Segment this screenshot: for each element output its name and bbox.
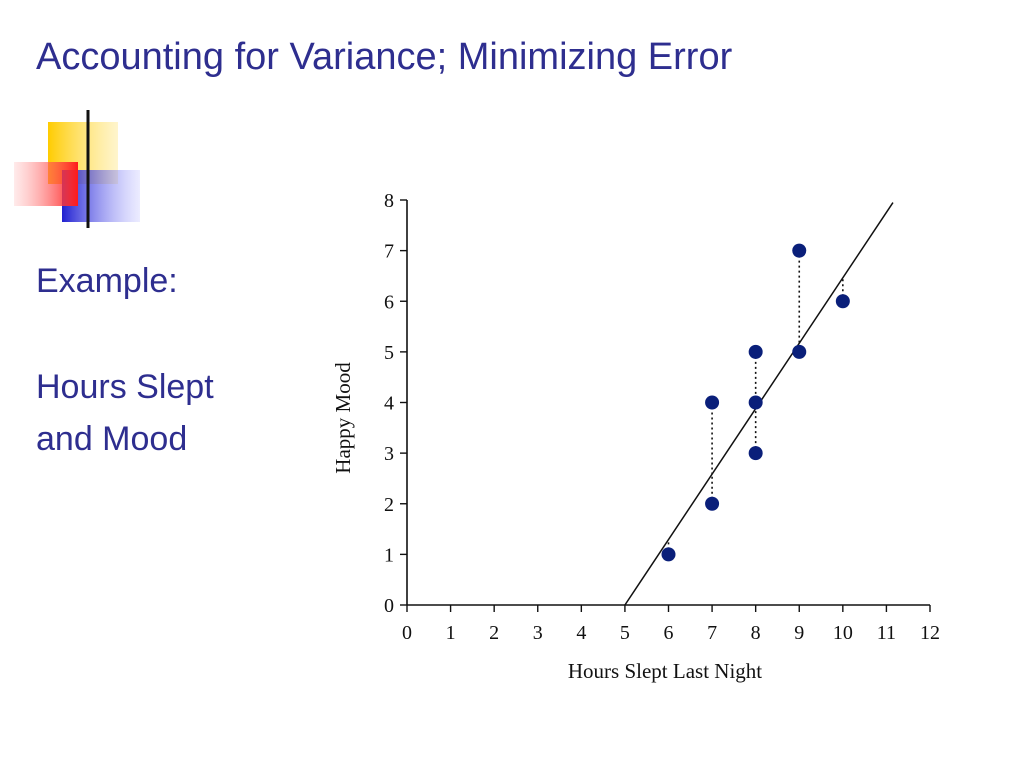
x-tick-label: 8 <box>750 622 761 644</box>
x-axis-label: Hours Slept Last Night <box>567 659 763 683</box>
x-tick-label: 3 <box>532 622 543 644</box>
y-tick-label: 1 <box>384 544 394 567</box>
example-label: Example: <box>36 262 178 300</box>
y-tick-label: 3 <box>384 443 394 466</box>
subtitle-line-1: Hours Slept <box>36 368 214 406</box>
data-point <box>749 345 763 359</box>
data-point <box>836 294 850 308</box>
data-point <box>749 396 763 410</box>
x-tick-label: 1 <box>445 622 456 644</box>
x-tick-label: 6 <box>663 622 674 644</box>
x-tick-label: 5 <box>619 622 630 644</box>
data-point <box>705 396 719 410</box>
subtitle-line-2: and Mood <box>36 420 188 458</box>
data-point <box>792 244 806 258</box>
slide-title: Accounting for Variance; Minimizing Error <box>36 36 733 78</box>
scatter-chart <box>320 175 960 705</box>
logo-red-square <box>14 162 78 206</box>
data-points <box>662 244 850 562</box>
x-tick-label: 9 <box>794 622 805 644</box>
x-tick-label: 10 <box>832 622 853 644</box>
data-point <box>749 446 763 460</box>
y-tick-label: 4 <box>384 392 394 415</box>
y-axis-label: Happy Mood <box>331 362 355 474</box>
x-tick-label: 7 <box>707 622 718 644</box>
x-tick-label: 12 <box>920 622 940 644</box>
y-tick-label: 8 <box>384 190 394 212</box>
data-point <box>662 547 676 561</box>
y-tick-label: 5 <box>384 341 394 364</box>
x-tick-label: 0 <box>402 622 412 644</box>
y-tick-label: 6 <box>384 291 394 314</box>
y-tick-label: 0 <box>384 595 394 617</box>
x-tick-label: 4 <box>576 622 587 644</box>
x-tick-label: 11 <box>876 622 897 644</box>
decorative-logo <box>0 100 330 240</box>
x-tick-label: 2 <box>489 622 500 644</box>
data-point <box>792 345 806 359</box>
data-point <box>705 497 719 511</box>
y-tick-label: 7 <box>384 240 394 263</box>
y-tick-label: 2 <box>384 493 394 516</box>
